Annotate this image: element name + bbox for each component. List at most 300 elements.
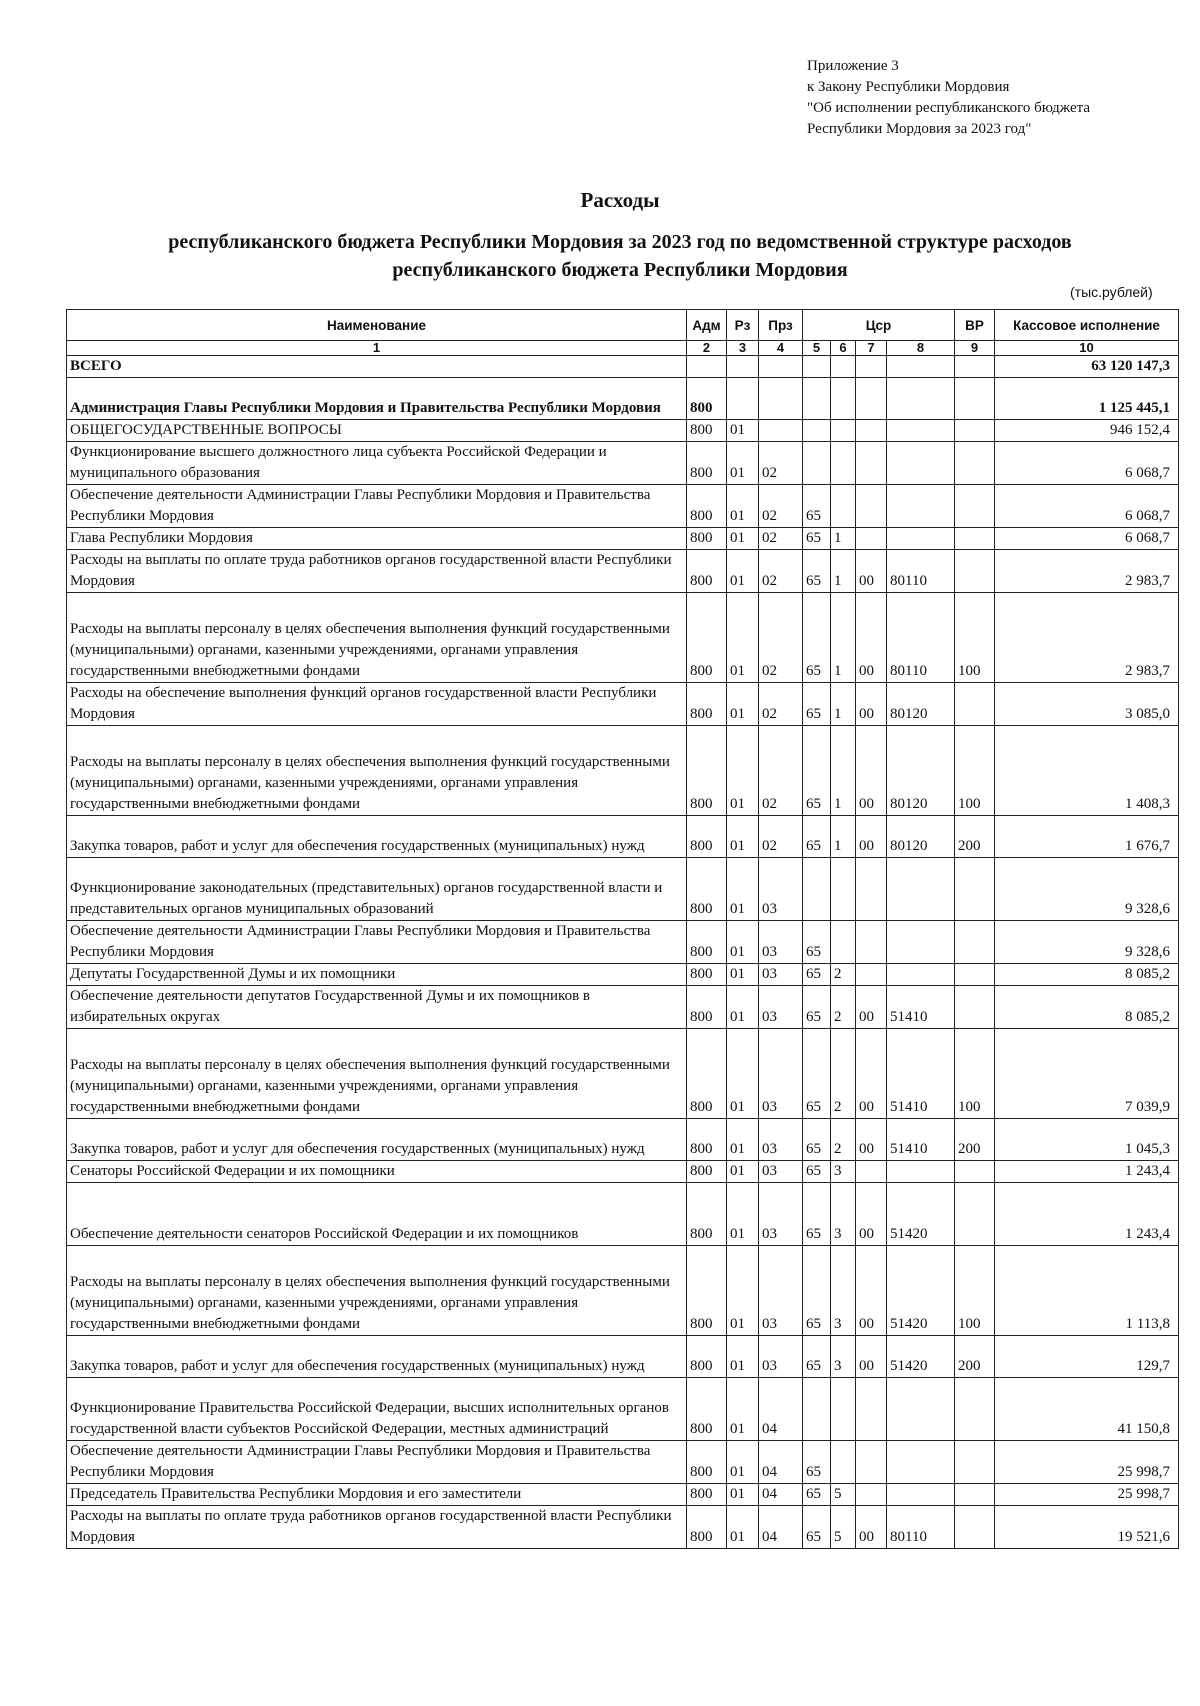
cell-adm: 800 bbox=[687, 1183, 727, 1246]
cell-c6: 3 bbox=[831, 1246, 856, 1336]
cell-name: Расходы на выплаты персоналу в целях обеспечения выполнения функций государственными (муниципальными) органами, казенными учреждениями, органами управления государственными внебюджетными фондами bbox=[67, 593, 687, 683]
cell-c8 bbox=[887, 858, 955, 921]
cell-c7 bbox=[856, 1441, 887, 1484]
cell-amount: 19 521,6 bbox=[995, 1506, 1179, 1549]
cell-c7 bbox=[856, 858, 887, 921]
cell-amount: 6 068,7 bbox=[995, 442, 1179, 485]
cell-amount: 8 085,2 bbox=[995, 964, 1179, 986]
cell-adm: 800 bbox=[687, 1484, 727, 1506]
cell-c6 bbox=[831, 356, 856, 378]
cell-prz bbox=[759, 378, 803, 420]
col-header-amount: Кассовое исполнение bbox=[995, 310, 1179, 341]
cell-amount: 41 150,8 bbox=[995, 1378, 1179, 1441]
cell-c6: 5 bbox=[831, 1506, 856, 1549]
cell-c6: 3 bbox=[831, 1161, 856, 1183]
cell-c7 bbox=[856, 1161, 887, 1183]
column-number-row bbox=[67, 341, 1179, 356]
cell-c5: 65 bbox=[803, 1119, 831, 1161]
cell-c5: 65 bbox=[803, 593, 831, 683]
cell-adm: 800 bbox=[687, 528, 727, 550]
cell-c5: 65 bbox=[803, 1183, 831, 1246]
cell-c7 bbox=[856, 1484, 887, 1506]
cell-vr bbox=[955, 1506, 995, 1549]
column-number: 8 bbox=[887, 341, 955, 356]
cell-c7 bbox=[856, 1378, 887, 1441]
cell-vr: 100 bbox=[955, 726, 995, 816]
cell-prz: 03 bbox=[759, 1183, 803, 1246]
cell-name: Обеспечение деятельности Администрации Главы Республики Мордовия и Правительства Республики Мордовия bbox=[67, 921, 687, 964]
table-row bbox=[67, 1506, 1179, 1549]
cell-prz: 02 bbox=[759, 528, 803, 550]
cell-vr bbox=[955, 964, 995, 986]
cell-c7 bbox=[856, 420, 887, 442]
cell-c7: 00 bbox=[856, 1119, 887, 1161]
table-row bbox=[67, 726, 1179, 816]
cell-c7 bbox=[856, 356, 887, 378]
cell-vr bbox=[955, 986, 995, 1029]
cell-prz: 03 bbox=[759, 1336, 803, 1378]
cell-adm: 800 bbox=[687, 593, 727, 683]
cell-name: Администрация Главы Республики Мордовия и Правительства Республики Мордовия bbox=[67, 378, 687, 420]
cell-prz bbox=[759, 356, 803, 378]
table-row bbox=[67, 420, 1179, 442]
table-row bbox=[67, 550, 1179, 593]
cell-c5: 65 bbox=[803, 921, 831, 964]
table-row bbox=[67, 1441, 1179, 1484]
cell-c7: 00 bbox=[856, 1246, 887, 1336]
cell-c5: 65 bbox=[803, 528, 831, 550]
cell-adm: 800 bbox=[687, 986, 727, 1029]
cell-name: Сенаторы Российской Федерации и их помощники bbox=[67, 1161, 687, 1183]
cell-c6: 1 bbox=[831, 816, 856, 858]
cell-vr: 100 bbox=[955, 1029, 995, 1119]
table-row bbox=[67, 442, 1179, 485]
cell-c5 bbox=[803, 356, 831, 378]
cell-c5 bbox=[803, 442, 831, 485]
cell-amount: 9 328,6 bbox=[995, 858, 1179, 921]
cell-adm: 800 bbox=[687, 1378, 727, 1441]
cell-c7 bbox=[856, 528, 887, 550]
cell-amount: 2 983,7 bbox=[995, 550, 1179, 593]
cell-prz: 02 bbox=[759, 593, 803, 683]
cell-adm: 800 bbox=[687, 858, 727, 921]
cell-vr bbox=[955, 858, 995, 921]
cell-c8 bbox=[887, 921, 955, 964]
appendix-line: "Об исполнении республиканского бюджета bbox=[807, 100, 1091, 116]
appendix-line: Республики Мордовия за 2023 год" bbox=[807, 121, 1032, 137]
cell-prz: 03 bbox=[759, 1246, 803, 1336]
cell-c5: 65 bbox=[803, 485, 831, 528]
cell-c8 bbox=[887, 420, 955, 442]
cell-prz: 04 bbox=[759, 1441, 803, 1484]
document-title: Расходы bbox=[580, 188, 660, 212]
cell-amount: 9 328,6 bbox=[995, 921, 1179, 964]
cell-c6: 3 bbox=[831, 1183, 856, 1246]
cell-c6: 1 bbox=[831, 726, 856, 816]
cell-vr bbox=[955, 1161, 995, 1183]
appendix-line: Приложение 3 bbox=[807, 58, 899, 74]
col-header-prz: Прз bbox=[759, 310, 803, 341]
cell-adm: 800 bbox=[687, 1161, 727, 1183]
cell-adm: 800 bbox=[687, 1246, 727, 1336]
table-row bbox=[67, 683, 1179, 726]
cell-vr: 200 bbox=[955, 1336, 995, 1378]
table-row bbox=[67, 593, 1179, 683]
cell-vr bbox=[955, 1484, 995, 1506]
cell-amount: 6 068,7 bbox=[995, 485, 1179, 528]
cell-rz: 01 bbox=[727, 1161, 759, 1183]
cell-c5: 65 bbox=[803, 1246, 831, 1336]
cell-vr bbox=[955, 442, 995, 485]
cell-c6 bbox=[831, 1378, 856, 1441]
cell-rz: 01 bbox=[727, 550, 759, 593]
cell-vr bbox=[955, 550, 995, 593]
units-label: (тыс.рублей) bbox=[1070, 284, 1153, 300]
table-row bbox=[67, 964, 1179, 986]
table-row bbox=[67, 1484, 1179, 1506]
cell-prz: 03 bbox=[759, 858, 803, 921]
cell-c8: 51410 bbox=[887, 986, 955, 1029]
cell-c7: 00 bbox=[856, 683, 887, 726]
cell-name: Расходы на выплаты персоналу в целях обеспечения выполнения функций государственными (муниципальными) органами, казенными учреждениями, органами управления государственными внебюджетными фондами bbox=[67, 1246, 687, 1336]
table-row bbox=[67, 1246, 1179, 1336]
cell-c8 bbox=[887, 378, 955, 420]
cell-rz: 01 bbox=[727, 420, 759, 442]
cell-c8 bbox=[887, 964, 955, 986]
cell-rz bbox=[727, 356, 759, 378]
table-row bbox=[67, 858, 1179, 921]
column-number: 6 bbox=[831, 341, 856, 356]
cell-c5: 65 bbox=[803, 683, 831, 726]
cell-vr: 100 bbox=[955, 1246, 995, 1336]
cell-adm: 800 bbox=[687, 420, 727, 442]
cell-c6: 3 bbox=[831, 1336, 856, 1378]
column-number: 9 bbox=[955, 341, 995, 356]
cell-name: ВСЕГО bbox=[67, 356, 687, 378]
cell-name: Расходы на выплаты по оплате труда работников органов государственной власти Республики Мордовия bbox=[67, 550, 687, 593]
cell-prz: 03 bbox=[759, 1029, 803, 1119]
cell-vr bbox=[955, 528, 995, 550]
subtitle-line: республиканского бюджета Республики Мордовия за 2023 год по ведомственной структуре расходов bbox=[168, 231, 1072, 253]
table-row bbox=[67, 485, 1179, 528]
cell-c8 bbox=[887, 1378, 955, 1441]
cell-c5: 65 bbox=[803, 1029, 831, 1119]
cell-vr: 200 bbox=[955, 1119, 995, 1161]
cell-c5: 65 bbox=[803, 1484, 831, 1506]
cell-amount: 1 243,4 bbox=[995, 1161, 1179, 1183]
cell-c5: 65 bbox=[803, 1506, 831, 1549]
cell-name: Расходы на выплаты персоналу в целях обеспечения выполнения функций государственными (муниципальными) органами, казенными учреждениями, органами управления государственными внебюджетными фондами bbox=[67, 726, 687, 816]
cell-rz: 01 bbox=[727, 1119, 759, 1161]
cell-c7 bbox=[856, 964, 887, 986]
cell-c7: 00 bbox=[856, 1183, 887, 1246]
column-number: 2 bbox=[687, 341, 727, 356]
table-row bbox=[67, 356, 1179, 378]
cell-c7: 00 bbox=[856, 1336, 887, 1378]
table-row bbox=[67, 921, 1179, 964]
cell-adm: 800 bbox=[687, 1119, 727, 1161]
cell-rz: 01 bbox=[727, 921, 759, 964]
cell-prz: 03 bbox=[759, 964, 803, 986]
table-row bbox=[67, 528, 1179, 550]
table-row bbox=[67, 816, 1179, 858]
cell-prz: 04 bbox=[759, 1484, 803, 1506]
cell-adm: 800 bbox=[687, 683, 727, 726]
cell-c7 bbox=[856, 485, 887, 528]
appendix-note bbox=[807, 56, 1167, 140]
cell-rz: 01 bbox=[727, 1441, 759, 1484]
table-row bbox=[67, 1378, 1179, 1441]
cell-c7: 00 bbox=[856, 1029, 887, 1119]
cell-adm: 800 bbox=[687, 485, 727, 528]
table-row bbox=[67, 1161, 1179, 1183]
cell-c8 bbox=[887, 485, 955, 528]
cell-c6: 1 bbox=[831, 528, 856, 550]
cell-c6 bbox=[831, 442, 856, 485]
col-header-rz: Рз bbox=[727, 310, 759, 341]
cell-c5: 65 bbox=[803, 986, 831, 1029]
cell-vr bbox=[955, 420, 995, 442]
cell-amount: 6 068,7 bbox=[995, 528, 1179, 550]
cell-c6: 1 bbox=[831, 550, 856, 593]
cell-rz: 01 bbox=[727, 1484, 759, 1506]
cell-prz: 03 bbox=[759, 921, 803, 964]
cell-name: Закупка товаров, работ и услуг для обеспечения государственных (муниципальных) нужд bbox=[67, 816, 687, 858]
cell-prz: 02 bbox=[759, 485, 803, 528]
cell-c5 bbox=[803, 1378, 831, 1441]
cell-adm: 800 bbox=[687, 442, 727, 485]
cell-name: Обеспечение деятельности депутатов Государственной Думы и их помощников в избирательных округах bbox=[67, 986, 687, 1029]
cell-c5: 65 bbox=[803, 1441, 831, 1484]
cell-amount: 25 998,7 bbox=[995, 1441, 1179, 1484]
cell-rz: 01 bbox=[727, 1246, 759, 1336]
cell-c5 bbox=[803, 378, 831, 420]
document-subtitle bbox=[0, 228, 1200, 284]
cell-amount: 25 998,7 bbox=[995, 1484, 1179, 1506]
cell-c5: 65 bbox=[803, 1161, 831, 1183]
table-row bbox=[67, 1336, 1179, 1378]
cell-c6: 1 bbox=[831, 593, 856, 683]
table-row bbox=[67, 1029, 1179, 1119]
cell-rz: 01 bbox=[727, 485, 759, 528]
cell-name: Депутаты Государственной Думы и их помощники bbox=[67, 964, 687, 986]
cell-c6: 2 bbox=[831, 1119, 856, 1161]
cell-rz: 01 bbox=[727, 986, 759, 1029]
cell-amount: 1 243,4 bbox=[995, 1183, 1179, 1246]
cell-c6: 1 bbox=[831, 683, 856, 726]
cell-name: Обеспечение деятельности Администрации Главы Республики Мордовия и Правительства Республики Мордовия bbox=[67, 485, 687, 528]
cell-name: Расходы на выплаты персоналу в целях обеспечения выполнения функций государственными (муниципальными) органами, казенными учреждениями, органами управления государственными внебюджетными фондами bbox=[67, 1029, 687, 1119]
cell-adm: 800 bbox=[687, 378, 727, 420]
cell-prz: 02 bbox=[759, 550, 803, 593]
cell-c8: 51410 bbox=[887, 1029, 955, 1119]
cell-amount: 1 125 445,1 bbox=[995, 378, 1179, 420]
cell-prz: 02 bbox=[759, 442, 803, 485]
cell-c8: 80110 bbox=[887, 593, 955, 683]
expenditure-table bbox=[66, 309, 1179, 1549]
column-number: 3 bbox=[727, 341, 759, 356]
cell-c7 bbox=[856, 921, 887, 964]
cell-c5 bbox=[803, 420, 831, 442]
cell-vr bbox=[955, 1183, 995, 1246]
cell-prz: 03 bbox=[759, 986, 803, 1029]
cell-c6: 2 bbox=[831, 1029, 856, 1119]
cell-amount: 129,7 bbox=[995, 1336, 1179, 1378]
cell-c6: 2 bbox=[831, 986, 856, 1029]
cell-adm: 800 bbox=[687, 550, 727, 593]
cell-vr bbox=[955, 356, 995, 378]
cell-c8: 80120 bbox=[887, 816, 955, 858]
cell-c5: 65 bbox=[803, 726, 831, 816]
cell-amount: 1 676,7 bbox=[995, 816, 1179, 858]
cell-rz: 01 bbox=[727, 816, 759, 858]
cell-name: Расходы на выплаты по оплате труда работников органов государственной власти Республики Мордовия bbox=[67, 1506, 687, 1549]
cell-adm: 800 bbox=[687, 816, 727, 858]
col-header-vr: ВР bbox=[955, 310, 995, 341]
cell-rz: 01 bbox=[727, 1336, 759, 1378]
cell-prz: 02 bbox=[759, 816, 803, 858]
cell-prz bbox=[759, 420, 803, 442]
cell-vr: 100 bbox=[955, 593, 995, 683]
cell-c7 bbox=[856, 378, 887, 420]
cell-c6: 5 bbox=[831, 1484, 856, 1506]
cell-c6 bbox=[831, 921, 856, 964]
cell-c8 bbox=[887, 1484, 955, 1506]
cell-name: Обеспечение деятельности сенаторов Российской Федерации и их помощников bbox=[67, 1183, 687, 1246]
cell-amount: 2 983,7 bbox=[995, 593, 1179, 683]
cell-c5: 65 bbox=[803, 1336, 831, 1378]
column-number: 5 bbox=[803, 341, 831, 356]
cell-vr bbox=[955, 1378, 995, 1441]
cell-name: Закупка товаров, работ и услуг для обеспечения государственных (муниципальных) нужд bbox=[67, 1119, 687, 1161]
column-number: 1 bbox=[67, 341, 687, 356]
cell-rz: 01 bbox=[727, 1029, 759, 1119]
column-number: 4 bbox=[759, 341, 803, 356]
column-number: 7 bbox=[856, 341, 887, 356]
subtitle-line: республиканского бюджета Республики Мордовия bbox=[392, 259, 848, 281]
cell-c6: 2 bbox=[831, 964, 856, 986]
cell-vr bbox=[955, 1441, 995, 1484]
cell-prz: 04 bbox=[759, 1378, 803, 1441]
cell-rz: 01 bbox=[727, 1183, 759, 1246]
cell-c7: 00 bbox=[856, 726, 887, 816]
cell-adm: 800 bbox=[687, 964, 727, 986]
cell-c5 bbox=[803, 858, 831, 921]
table-row bbox=[67, 1183, 1179, 1246]
cell-rz: 01 bbox=[727, 528, 759, 550]
cell-rz bbox=[727, 378, 759, 420]
cell-adm: 800 bbox=[687, 1506, 727, 1549]
cell-c7: 00 bbox=[856, 550, 887, 593]
cell-name: Функционирование законодательных (представительных) органов государственной власти и представительных органов муниципальных образований bbox=[67, 858, 687, 921]
cell-adm bbox=[687, 356, 727, 378]
table-header-row bbox=[67, 310, 1179, 341]
cell-amount: 1 113,8 bbox=[995, 1246, 1179, 1336]
cell-name: Расходы на обеспечение выполнения функций органов государственной власти Республики Мордовия bbox=[67, 683, 687, 726]
table-row bbox=[67, 1119, 1179, 1161]
cell-name: Функционирование высшего должностного лица субъекта Российской Федерации и муниципального образования bbox=[67, 442, 687, 485]
column-number: 10 bbox=[995, 341, 1179, 356]
cell-adm: 800 bbox=[687, 1336, 727, 1378]
cell-c6 bbox=[831, 1441, 856, 1484]
cell-rz: 01 bbox=[727, 1378, 759, 1441]
cell-prz: 04 bbox=[759, 1506, 803, 1549]
cell-c8: 80110 bbox=[887, 1506, 955, 1549]
cell-c8: 51420 bbox=[887, 1183, 955, 1246]
cell-amount: 3 085,0 bbox=[995, 683, 1179, 726]
cell-c8 bbox=[887, 1441, 955, 1484]
cell-rz: 01 bbox=[727, 683, 759, 726]
cell-rz: 01 bbox=[727, 593, 759, 683]
cell-amount: 1 045,3 bbox=[995, 1119, 1179, 1161]
cell-c6 bbox=[831, 378, 856, 420]
col-header-adm: Адм bbox=[687, 310, 727, 341]
cell-prz: 02 bbox=[759, 726, 803, 816]
cell-c8 bbox=[887, 528, 955, 550]
cell-adm: 800 bbox=[687, 921, 727, 964]
table-row bbox=[67, 378, 1179, 420]
cell-adm: 800 bbox=[687, 1029, 727, 1119]
cell-amount: 7 039,9 bbox=[995, 1029, 1179, 1119]
cell-c7 bbox=[856, 442, 887, 485]
cell-vr bbox=[955, 485, 995, 528]
cell-prz: 03 bbox=[759, 1161, 803, 1183]
cell-name: Закупка товаров, работ и услуг для обеспечения государственных (муниципальных) нужд bbox=[67, 1336, 687, 1378]
cell-c5: 65 bbox=[803, 550, 831, 593]
cell-c8: 80120 bbox=[887, 726, 955, 816]
cell-c7: 00 bbox=[856, 986, 887, 1029]
cell-c6 bbox=[831, 858, 856, 921]
col-header-csr: Цср bbox=[803, 310, 955, 341]
cell-c8: 80120 bbox=[887, 683, 955, 726]
cell-amount: 8 085,2 bbox=[995, 986, 1179, 1029]
cell-amount: 1 408,3 bbox=[995, 726, 1179, 816]
cell-c8: 51420 bbox=[887, 1246, 955, 1336]
cell-adm: 800 bbox=[687, 726, 727, 816]
cell-rz: 01 bbox=[727, 858, 759, 921]
table-row bbox=[67, 986, 1179, 1029]
cell-name: Функционирование Правительства Российской Федерации, высших исполнительных органов государственной власти субъектов Российской Федерации, местных администраций bbox=[67, 1378, 687, 1441]
cell-c8 bbox=[887, 442, 955, 485]
cell-c8 bbox=[887, 1161, 955, 1183]
cell-c8: 51410 bbox=[887, 1119, 955, 1161]
col-header-name: Наименование bbox=[67, 310, 687, 341]
cell-c7: 00 bbox=[856, 816, 887, 858]
cell-amount: 946 152,4 bbox=[995, 420, 1179, 442]
cell-vr bbox=[955, 683, 995, 726]
cell-c8: 51420 bbox=[887, 1336, 955, 1378]
cell-amount: 63 120 147,3 bbox=[995, 356, 1179, 378]
cell-adm: 800 bbox=[687, 1441, 727, 1484]
cell-c8: 80110 bbox=[887, 550, 955, 593]
cell-c7: 00 bbox=[856, 1506, 887, 1549]
cell-rz: 01 bbox=[727, 726, 759, 816]
cell-c8 bbox=[887, 356, 955, 378]
cell-c5: 65 bbox=[803, 964, 831, 986]
cell-c6 bbox=[831, 485, 856, 528]
cell-vr bbox=[955, 921, 995, 964]
cell-c6 bbox=[831, 420, 856, 442]
cell-c7: 00 bbox=[856, 593, 887, 683]
cell-vr bbox=[955, 378, 995, 420]
cell-vr: 200 bbox=[955, 816, 995, 858]
cell-rz: 01 bbox=[727, 1506, 759, 1549]
cell-c5: 65 bbox=[803, 816, 831, 858]
cell-name: Обеспечение деятельности Администрации Главы Республики Мордовия и Правительства Республики Мордовия bbox=[67, 1441, 687, 1484]
cell-name: Председатель Правительства Республики Мордовия и его заместители bbox=[67, 1484, 687, 1506]
cell-prz: 02 bbox=[759, 683, 803, 726]
cell-prz: 03 bbox=[759, 1119, 803, 1161]
